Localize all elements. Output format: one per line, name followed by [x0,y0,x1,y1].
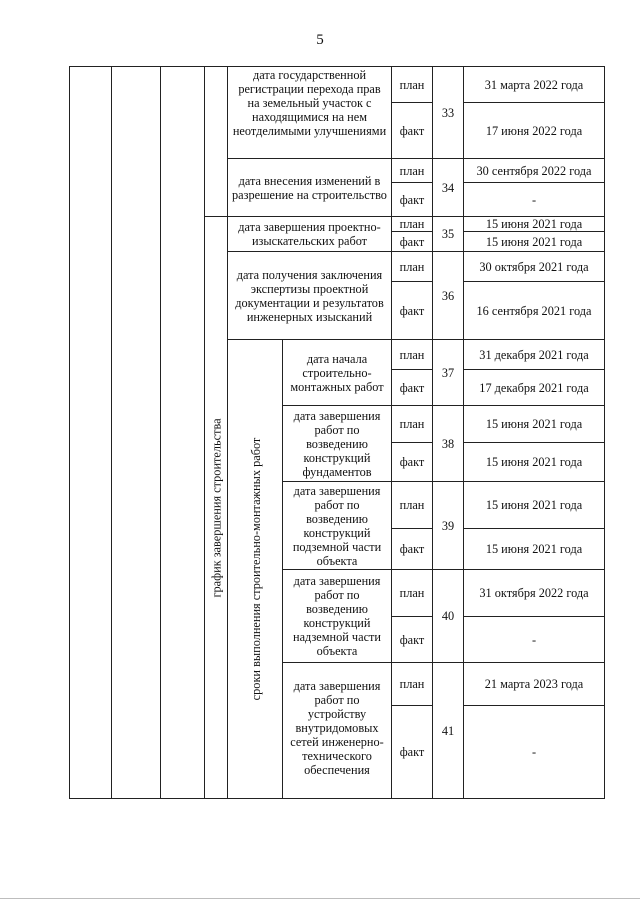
row-33-number: 33 [432,66,464,159]
row-39-fact-date: 15 июня 2021 года [463,528,605,570]
row-35-fact-label: факт [391,231,433,252]
row-33-fact-label: факт [391,102,433,159]
row-34-fact-label: факт [391,182,433,217]
row-40-plan-date: 31 октября 2022 года [463,569,605,617]
row-41-label: дата завершения работ по устройству внутридомовых сетей инженерно-технического обеспечения [282,662,392,799]
row-35-plan-date: 15 июня 2021 года [463,216,605,232]
row-36-plan-date: 30 октября 2021 года [463,251,605,282]
row-33-fact-date: 17 июня 2022 года [463,102,605,159]
row-36-label: дата получения заключения экспертизы проектной документации и результатов инженерных изысканий [227,251,392,340]
row-36-fact-label: факт [391,281,433,340]
row-33-plan-date: 31 марта 2022 года [463,66,605,103]
row-35-number: 35 [432,216,464,252]
group-smr-terms [227,339,283,799]
group-construction-schedule-label: график завершения строительства [209,418,224,598]
row-40-plan-label: план [391,569,433,617]
row-35-label: дата завершения проектно-изыскательских работ [227,216,392,252]
row-34-number: 34 [432,158,464,217]
row-41-number: 41 [432,662,464,799]
row-38-plan-label: план [391,405,433,443]
row-40-fact-date: - [463,616,605,663]
row-39-plan-label: план [391,481,433,529]
row-36-plan-label: план [391,251,433,282]
row-33-label: дата государственной регистрации перехода прав на земельный участок с находящимися на нем неотделимыми улучшениями [227,66,392,159]
group-smr-terms-label: сроки выполнения строительно-монтажных работ [249,437,263,701]
row-38-plan-date: 15 июня 2021 года [463,405,605,443]
row-40-fact-label: факт [391,616,433,663]
row-34-plan-date: 30 сентября 2022 года [463,158,605,183]
row-39-number: 39 [432,481,464,570]
row-39-label: дата завершения работ по возведению конструкций подземной части объекта [282,481,392,570]
row-34-fact-date: - [463,182,605,217]
row-37-fact-date: 17 декабря 2021 года [463,369,605,406]
row-40-number: 40 [432,569,464,663]
row-34-label: дата внесения изменений в разрешение на строительство [227,158,392,217]
schedule-table [69,66,605,799]
row-37-plan-date: 31 декабря 2021 года [463,339,605,370]
row-41-fact-date: - [463,705,605,799]
row-34-plan-label: план [391,158,433,183]
row-37-plan-label: план [391,339,433,370]
row-37-number: 37 [432,339,464,406]
row-41-fact-label: факт [391,705,433,799]
row-41-plan-date: 21 марта 2023 года [463,662,605,706]
row-35-plan-label: план [391,216,433,232]
row-40-label: дата завершения работ по возведению конструкций надземной части объекта [282,569,392,663]
group-construction-schedule [204,216,228,799]
row-37-fact-label: факт [391,369,433,406]
row-38-number: 38 [432,405,464,482]
row-39-plan-date: 15 июня 2021 года [463,481,605,529]
row-41-plan-label: план [391,662,433,706]
scan-edge-line [0,898,640,899]
row-38-fact-date: 15 июня 2021 года [463,442,605,482]
row-36-number: 36 [432,251,464,340]
empty-column-2 [111,66,161,799]
empty-column-1 [69,66,112,799]
empty-column-3 [160,66,205,799]
row-33-plan-label: план [391,66,433,103]
empty-column-4-top [204,66,228,217]
page-number: 5 [316,32,324,48]
row-37-label: дата начала строительно-монтажных работ [282,339,392,406]
row-35-fact-date: 15 июня 2021 года [463,231,605,252]
row-38-label: дата завершения работ по возведению конструкций фундаментов [282,405,392,482]
row-39-fact-label: факт [391,528,433,570]
row-36-fact-date: 16 сентября 2021 года [463,281,605,340]
row-38-fact-label: факт [391,442,433,482]
